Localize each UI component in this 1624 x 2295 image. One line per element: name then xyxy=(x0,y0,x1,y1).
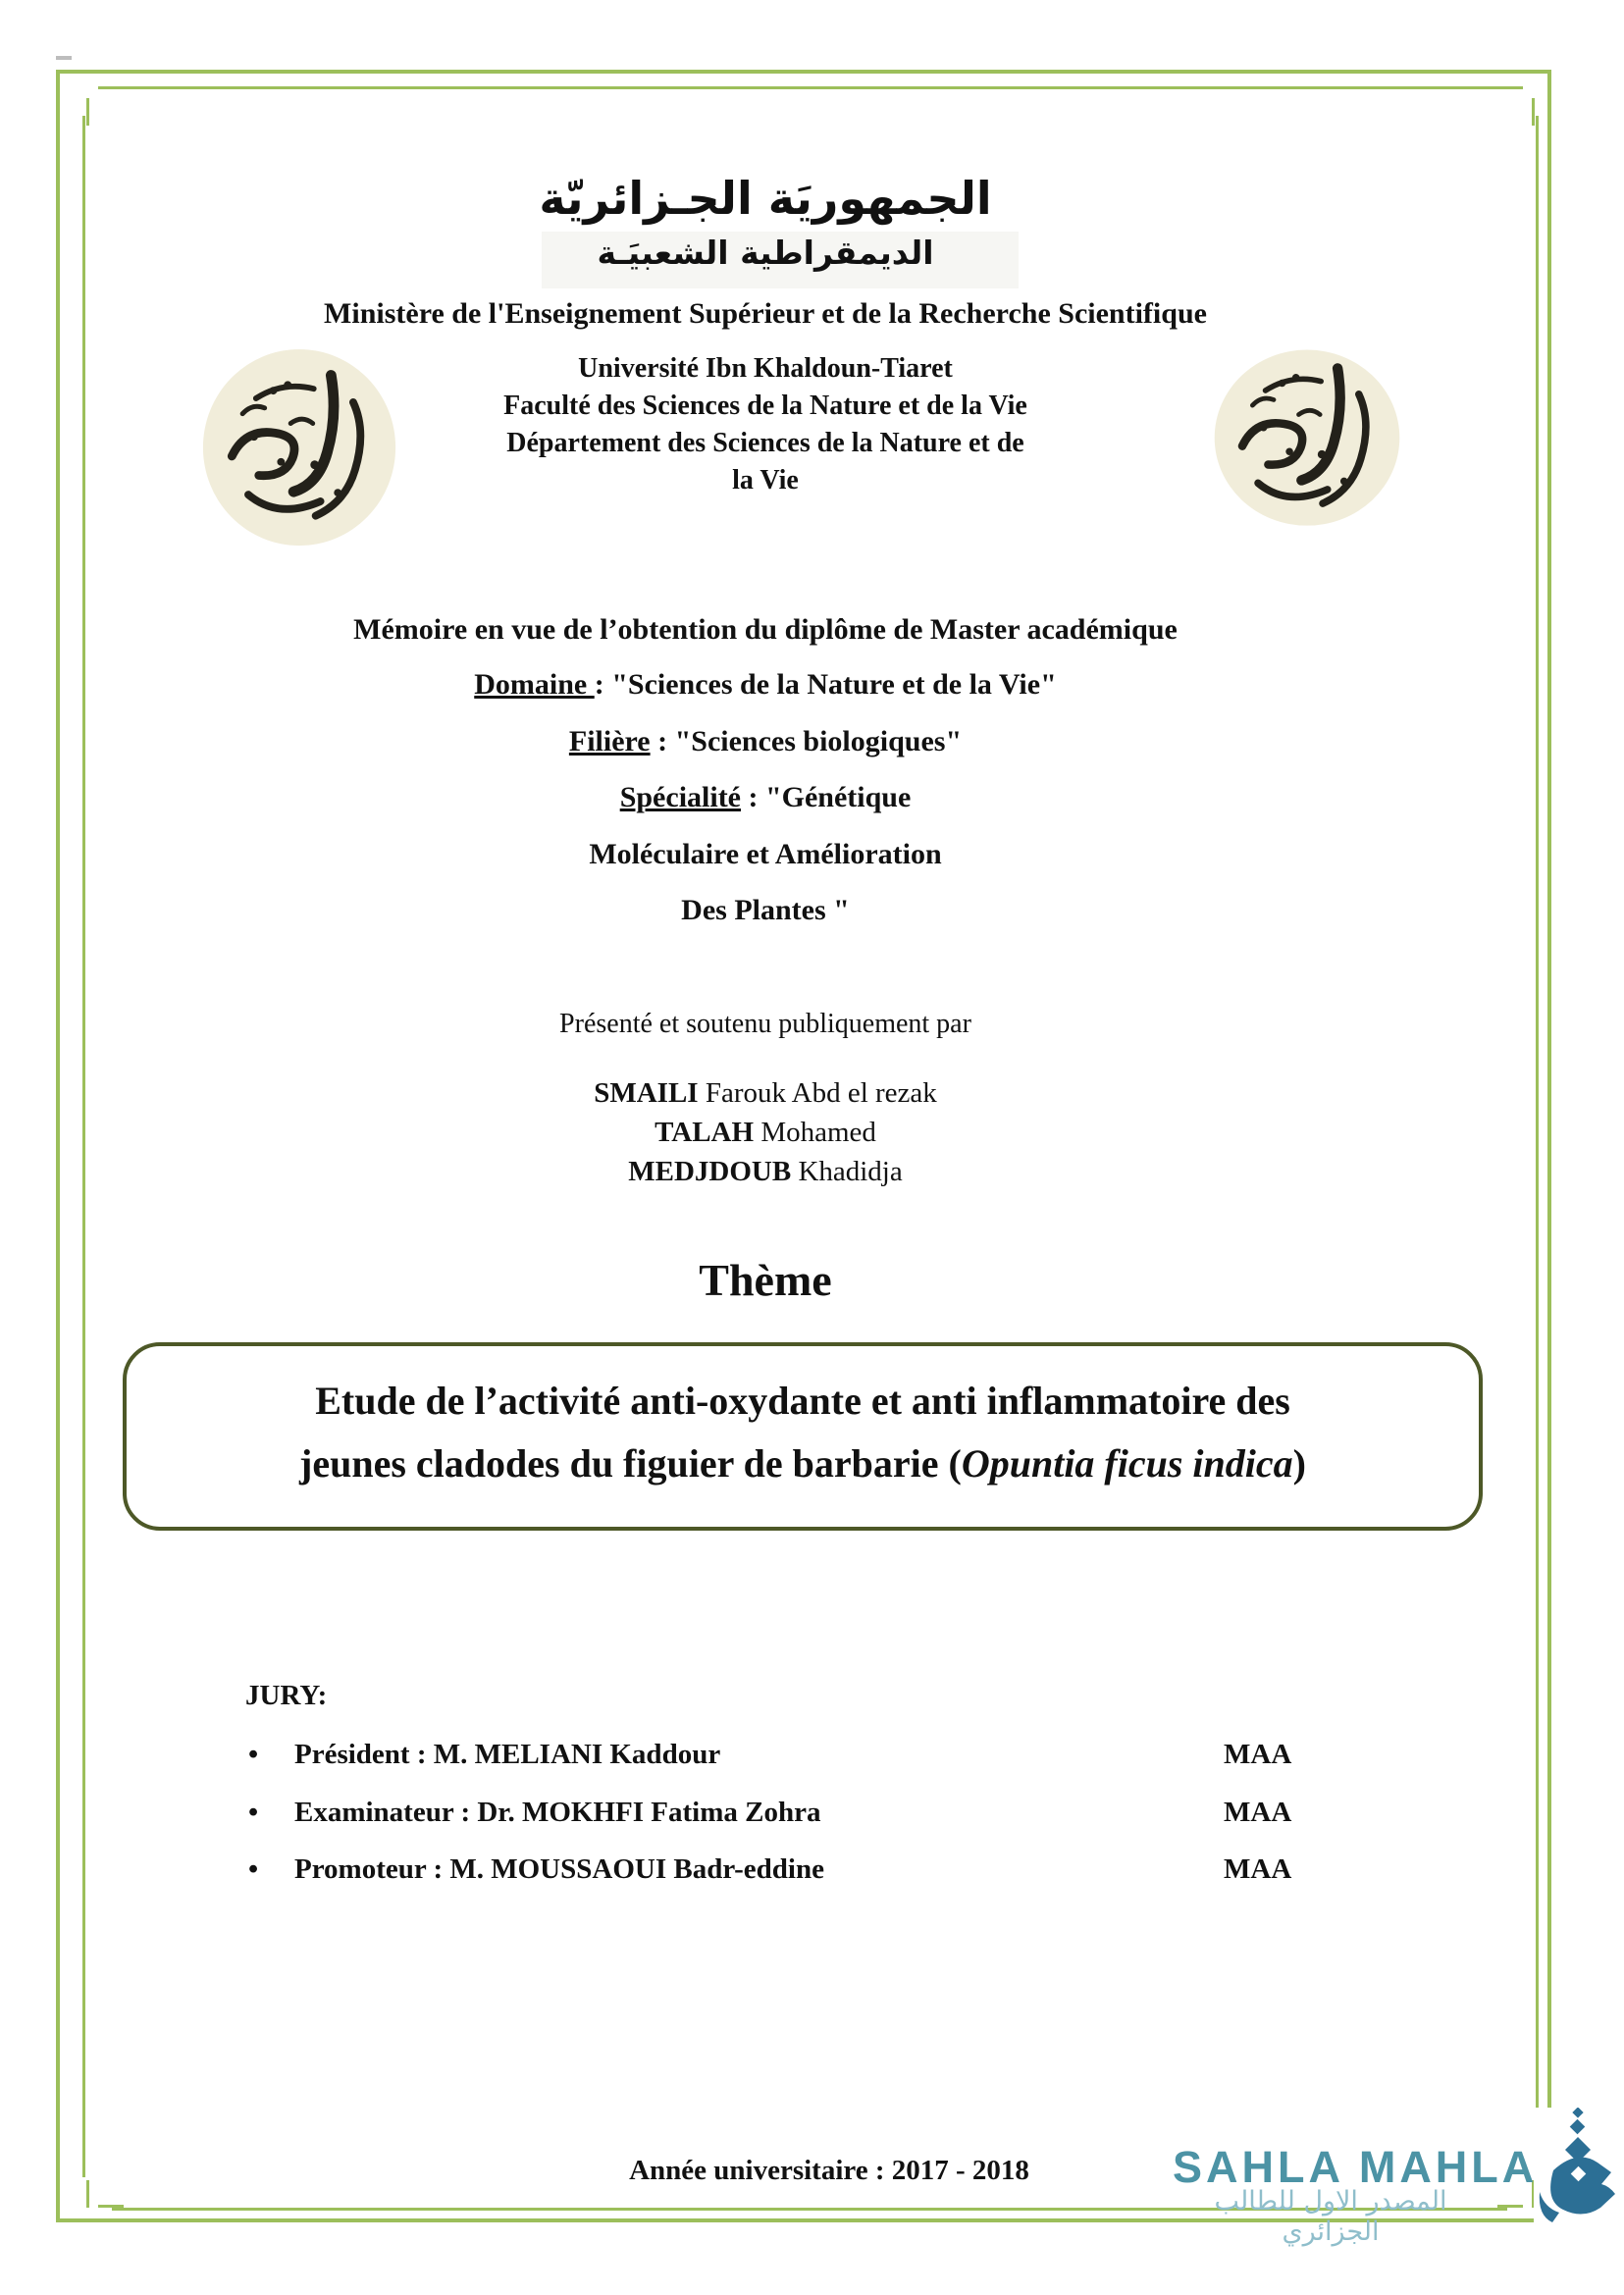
university-seal-icon xyxy=(198,344,400,554)
bullet-icon: • xyxy=(248,1739,259,1770)
watermark-tagline-arabic: المصدر الاول للطالب الجزائري xyxy=(1214,2186,1447,2247)
border-corner-dash xyxy=(98,86,124,89)
memoire-line: Mémoire en vue de l’obtention du diplôme de Master académique xyxy=(353,613,1178,646)
specialite-label: Spécialité xyxy=(619,781,741,813)
specialite-line-3: Des Plantes " xyxy=(681,894,850,926)
academic-year: Année universitaire : 2017 - 2018 xyxy=(629,2155,1029,2186)
author-name xyxy=(0,1077,1531,1110)
republic-name-arabic-line2: الديمقراطية الشعبيَـة xyxy=(597,234,934,272)
department-line-2: la Vie xyxy=(732,465,799,496)
jury-grade: MAA xyxy=(1224,1739,1292,1770)
department-line-1: Département des Sciences de la Nature et de xyxy=(506,428,1024,458)
author-lastname: TALAH xyxy=(655,1117,755,1148)
author-firstname: Farouk Abd el rezak xyxy=(698,1077,937,1109)
faculty-line: Faculté des Sciences de la Nature et de la Vie xyxy=(503,391,1027,421)
theme-heading: Thème xyxy=(699,1255,832,1305)
jury-heading: JURY: xyxy=(245,1680,328,1711)
thesis-title-line-1: Etude de l’activité anti-oxydante et anti inflammatoire des xyxy=(315,1379,1290,1423)
jury-grade: MAA xyxy=(1224,1797,1292,1828)
scan-artifact xyxy=(56,56,72,60)
author-lastname: MEDJDOUB xyxy=(628,1156,792,1187)
specialite-line xyxy=(0,781,1531,814)
border-corner-dash xyxy=(86,98,89,126)
thesis-title-box xyxy=(123,1342,1483,1531)
filiere-value: : "Sciences biologiques" xyxy=(650,725,963,757)
thesis-title-line-2 xyxy=(123,1440,1483,1487)
jury-member-promoteur: Promoteur : M. MOUSSAOUI Badr-eddine xyxy=(294,1853,824,1885)
specialite-line-2: Moléculaire et Amélioration xyxy=(589,838,942,870)
university-line: Université Ibn Khaldoun-Tiaret xyxy=(578,353,953,384)
author-lastname: SMAILI xyxy=(594,1077,699,1109)
border-corner-dash xyxy=(1497,86,1523,89)
border-corner-dash xyxy=(1532,98,1535,126)
jury-member-examinateur: Examinateur : Dr. MOKHFI Fatima Zohra xyxy=(294,1797,821,1828)
filiere-label: Filière xyxy=(568,725,651,757)
jury-member-president: Président : M. MELIANI Kaddour xyxy=(294,1739,721,1770)
author-name xyxy=(0,1117,1531,1149)
domaine-label: Domaine xyxy=(474,668,595,701)
title-line2-prefix: jeunes cladodes du figuier de barbarie ( xyxy=(299,1441,962,1486)
domaine-value: : "Sciences de la Nature et de la Vie" xyxy=(594,668,1057,701)
sahla-mahla-logo-icon xyxy=(1534,2108,1624,2223)
border-corner-dash xyxy=(98,2205,124,2208)
presented-by-line: Présenté et soutenu publiquement par xyxy=(559,1009,971,1039)
title-line2-suffix: ) xyxy=(1292,1441,1306,1486)
author-name xyxy=(0,1156,1531,1188)
species-latin-name: Opuntia ficus indica xyxy=(961,1441,1293,1486)
filiere-line xyxy=(0,725,1531,758)
jury-grade: MAA xyxy=(1224,1853,1292,1885)
university-seal-icon xyxy=(1201,342,1413,537)
specialite-value: : "Génétique xyxy=(741,781,912,813)
watermark-brand-text: SAHLA MAHLA xyxy=(1173,2142,1539,2192)
ministry-line: Ministère de l'Enseignement Supérieur et de la Recherche Scientifique xyxy=(324,297,1207,330)
domaine-line xyxy=(0,668,1531,702)
border-corner-dash xyxy=(1497,2205,1523,2208)
author-firstname: Mohamed xyxy=(754,1117,876,1148)
bullet-icon: • xyxy=(248,1797,259,1828)
author-firstname: Khadidja xyxy=(791,1156,903,1187)
republic-name-arabic-line1: الجمهوريَة الجـزائريّة xyxy=(539,172,992,225)
bullet-icon: • xyxy=(248,1853,259,1885)
